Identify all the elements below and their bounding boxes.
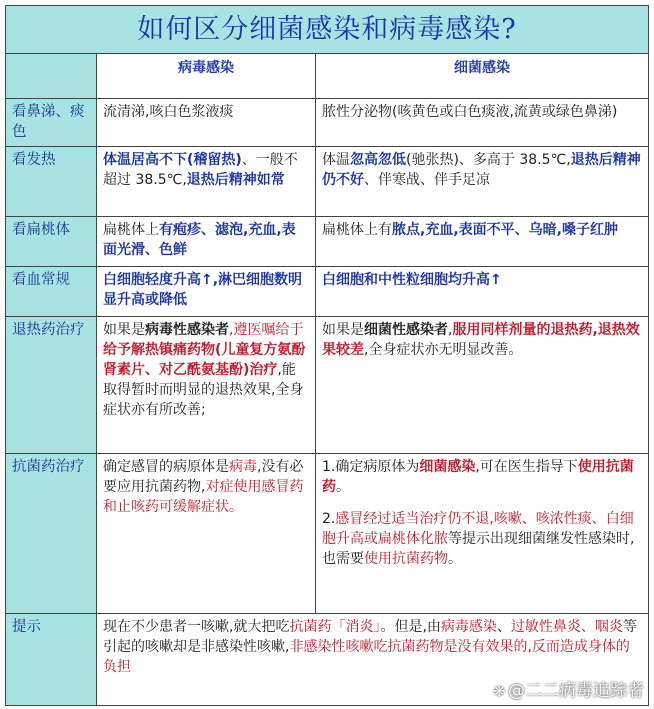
header-blank-cell — [6, 54, 97, 99]
text-plain: ,能取得暂时而明显的退热效果,全身症状亦有所改善; — [103, 362, 304, 418]
text-plain: 。 — [336, 479, 350, 495]
cell-bacteria-mucus: 脓性分泌物(咳黄色或白色痰液,流黄或绿色鼻涕) — [316, 99, 649, 147]
text-red: 感冒经过适当治疗仍不退,咳嗽、咳浓性痰、白细胞升高或扁桃体化脓 — [322, 511, 634, 547]
text-red: 病毒 — [229, 459, 257, 475]
cell-bacteria-blood: 白细胞和中性粒细胞均升高↑ — [316, 267, 649, 317]
text-plain: ,可在医生指导下 — [475, 459, 578, 475]
text-plain: 如果是 — [103, 322, 145, 338]
text-plain: 、 — [496, 619, 511, 635]
row-label-tip: 提示 — [6, 614, 97, 706]
text-emphasis: 细菌性感染者 — [364, 322, 448, 338]
row-label-mucus: 看鼻涕、痰色 — [6, 99, 97, 147]
text-plain: 、伴寒战、伴手足凉 — [364, 172, 490, 188]
text-emphasis: 有疱疹、滤泡,充血,表面光滑、色鲜 — [103, 222, 296, 258]
row-label-antibiotic: 抗菌药治疗 — [6, 454, 97, 614]
cell-bacteria-antipyretic — [316, 317, 649, 454]
row-label-tonsil: 看扁桃体 — [6, 217, 97, 267]
text-plain: 现在不少患者一咳嗽,就大把吃 — [103, 619, 290, 635]
row-mucus — [6, 99, 649, 147]
cell-bacteria-tonsil — [316, 217, 649, 267]
text-plain: ,没有必要应用抗菌药物, — [103, 459, 304, 495]
row-blood — [6, 267, 649, 317]
cell-virus-antipyretic — [97, 317, 316, 454]
text-plain: 。但是,由 — [380, 619, 441, 635]
cell-bacteria-fever — [316, 147, 649, 217]
text-red: 病毒感染 — [440, 619, 497, 635]
text-red-emphasis: 细菌感染 — [419, 459, 476, 475]
text-plain: (驰张热)、多高于 38.5℃, — [406, 152, 571, 168]
text-red: 过敏性鼻炎、咽炎 — [510, 619, 623, 635]
text-plain: 扁桃体上有 — [322, 222, 392, 238]
text-emphasis: 脓点,充血,表面不平、乌暗,嗓子红肿 — [392, 222, 618, 238]
cell-virus-tonsil — [97, 217, 316, 267]
watermark-text: @二二病毒追踪者 — [508, 681, 644, 701]
text-plain: 确定感冒的病原体是 — [103, 459, 229, 475]
text-emphasis: 忽高忽低 — [350, 152, 406, 168]
row-label-antipyretic: 退热药治疗 — [6, 317, 97, 454]
column-header-bacteria: 细菌感染 — [316, 54, 649, 99]
comparison-table — [5, 5, 649, 706]
watermark — [493, 676, 644, 701]
text-plain: 如果是 — [322, 322, 364, 338]
text-plain: , — [448, 322, 453, 338]
page-title: 如何区分细菌感染和病毒感染? — [6, 6, 649, 54]
text-red: 对症使用感冒药和止咳药可缓解症状。 — [103, 479, 304, 515]
text-emphasis: 病毒性感染者 — [145, 322, 229, 338]
text-plain: 2. — [322, 511, 336, 527]
text-plain: 等引起的咳嗽却是非感染性咳嗽, — [103, 619, 637, 655]
text-red: 使用抗菌药物 — [364, 551, 448, 567]
text-red: 抗菌药「消炎」 — [289, 619, 381, 635]
row-antipyretic — [6, 317, 649, 454]
cell-virus-antibiotic — [97, 454, 316, 614]
row-tonsil — [6, 217, 649, 267]
text-plain: 1.确定病原体为 — [322, 459, 420, 475]
row-fever — [6, 147, 649, 217]
text-red-emphasis: 使用抗菌药 — [322, 459, 634, 495]
row-antibiotic — [6, 454, 649, 614]
cell-virus-blood: 白细胞轻度升高↑,淋巴细胞数明显升高或降低 — [97, 267, 316, 317]
row-label-fever: 看发热 — [6, 147, 97, 217]
text-red-emphasis: 服用同样剂量的退热药,退热效果较差 — [322, 322, 640, 358]
cell-bacteria-antibiotic — [316, 454, 649, 614]
text-plain: 、一般不超过 38.5℃, — [103, 152, 298, 188]
text-emphasis: 体温居高不下(稽留热) — [103, 152, 242, 168]
text-red: 非感染性咳嗽吃抗菌药物是没有效果的,反而造成身体的负担 — [103, 639, 630, 675]
row-label-blood: 看血常规 — [6, 267, 97, 317]
text-plain: 体温 — [322, 152, 350, 168]
paragraph-gap — [322, 497, 642, 509]
text-plain: 等提示出现细菌继发性感染时,也需要 — [322, 531, 635, 567]
column-header-virus: 病毒感染 — [97, 54, 316, 99]
text-red-emphasis: 给予解热镇痛药物(儿童复方氨酚肾素片、对乙酰氨基酚)治疗 — [103, 342, 306, 378]
cell-virus-fever — [97, 147, 316, 217]
text-plain: 扁桃体上 — [103, 222, 159, 238]
text-emphasis: 退热后精神仍不好 — [322, 152, 641, 188]
text-red: ,遵医嘱给于 — [229, 322, 304, 338]
text-plain: 。 — [448, 551, 462, 567]
cell-virus-mucus: 流清涕,咳白色浆液痰 — [97, 99, 316, 147]
text-plain: ,全身症状亦无明显改善。 — [364, 342, 523, 358]
text-emphasis: 退热后精神如常 — [186, 172, 285, 188]
paw-icon: ❋ — [493, 684, 505, 700]
